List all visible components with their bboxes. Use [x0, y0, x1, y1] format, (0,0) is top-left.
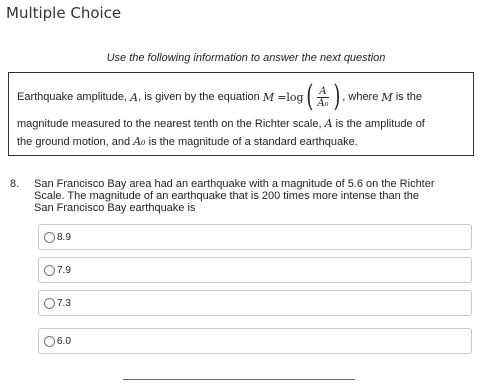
info-line-2	[17, 115, 465, 133]
var-m: M	[262, 90, 275, 104]
instruction-text: Use the following information to answer the next question	[106, 52, 386, 64]
choice-label: 8.9	[57, 231, 71, 243]
left-paren: (	[305, 79, 313, 114]
choice-option-2[interactable]	[38, 257, 472, 283]
equation-line	[17, 79, 465, 115]
fraction-numerator: A	[319, 85, 327, 97]
line3-text-b: is the magnitude of a standard earthquake.	[148, 136, 358, 148]
line2-text-a: magnitude measured to the nearest tenth on the Richter scale,	[17, 118, 322, 130]
radio-button[interactable]	[44, 232, 55, 243]
radio-button[interactable]	[44, 336, 55, 347]
section-title: Multiple Choice	[6, 4, 122, 22]
choice-label: 7.3	[57, 297, 71, 309]
info-box	[8, 72, 474, 156]
question-text	[34, 178, 480, 214]
info-line-3	[17, 133, 465, 151]
divider-line	[123, 379, 355, 380]
question-line: Scale. The magnitude of an earthquake that is 200 times more intense than the	[34, 190, 420, 202]
choice-label: 6.0	[57, 335, 71, 347]
var-a: A	[130, 90, 139, 104]
choice-option-4[interactable]	[38, 328, 472, 354]
log-text: log	[286, 90, 304, 104]
choice-label: 7.9	[57, 264, 71, 276]
where-text: , where	[342, 90, 379, 103]
radio-button[interactable]	[44, 298, 55, 309]
intro-text: Earthquake amplitude,	[17, 90, 128, 103]
var-m2: M	[381, 90, 393, 104]
choice-option-1[interactable]	[38, 224, 472, 250]
radio-button[interactable]	[44, 265, 55, 276]
amplitude-fraction	[317, 86, 328, 109]
line2-text-b: is the amplitude of	[335, 118, 425, 130]
is-the-text: is the	[395, 90, 423, 103]
question-line: San Francisco Bay area had an earthquake with a magnitude of 5.6 on the Richter	[34, 178, 435, 190]
var-a0: A₀	[133, 135, 146, 148]
question-line: San Francisco Bay earthquake is	[34, 202, 196, 214]
var-a2: A	[324, 117, 333, 130]
right-paren: )	[332, 79, 340, 114]
fraction-denominator: A₀	[317, 97, 329, 109]
equals-sign: =	[277, 90, 287, 104]
given-text: , is given by the equation	[138, 90, 260, 103]
choice-option-3[interactable]	[38, 290, 472, 316]
question-block	[10, 178, 480, 214]
question-number: 8.	[10, 178, 20, 190]
line3-text-a: the ground motion, and	[17, 136, 131, 148]
